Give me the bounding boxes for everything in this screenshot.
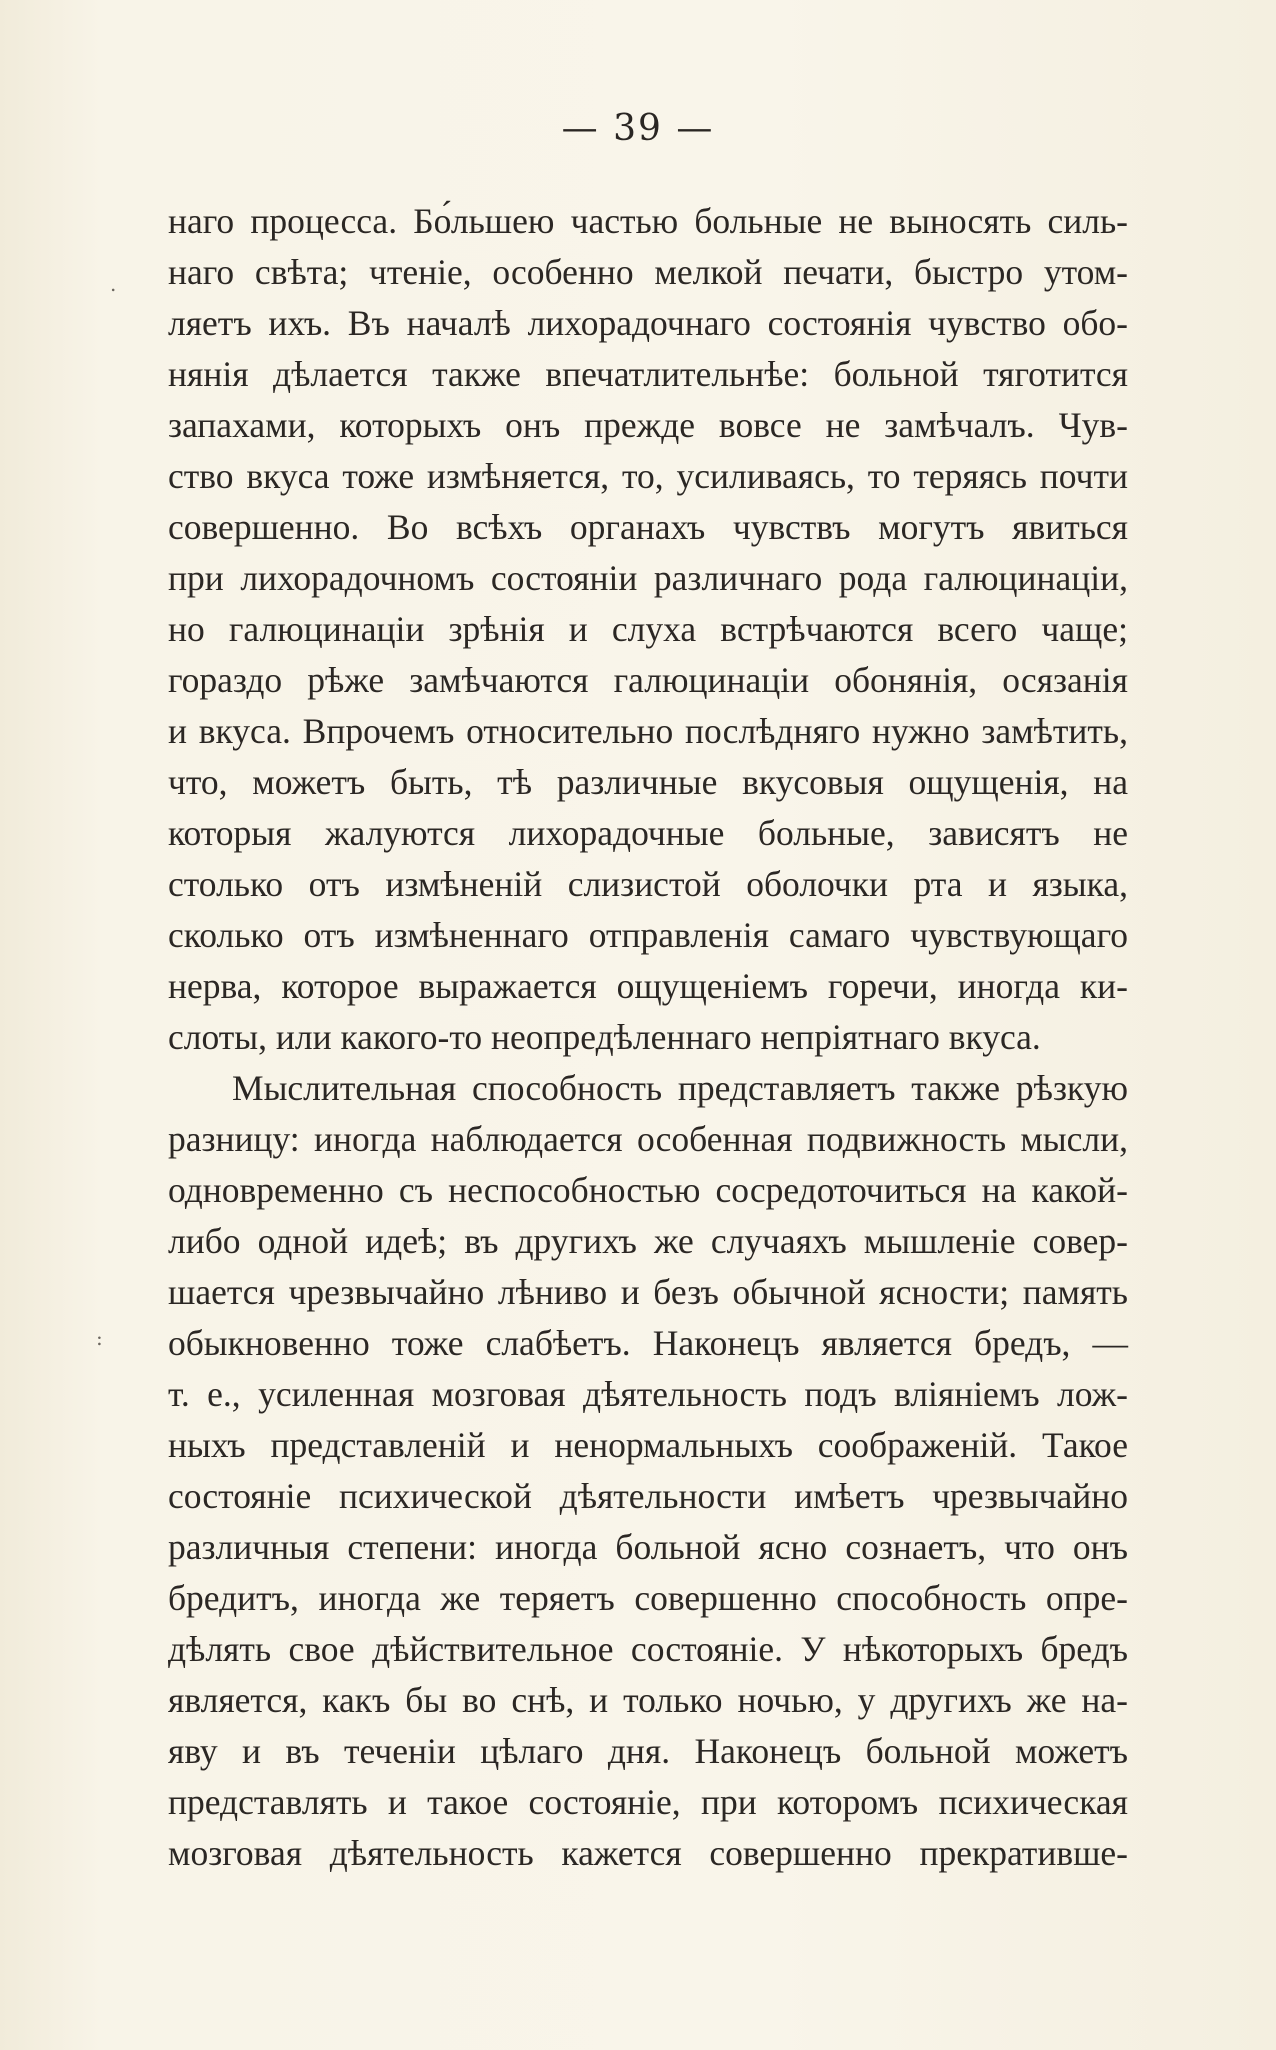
- paragraph: [168, 1063, 1128, 1879]
- text-line: бредитъ, иногда же теряетъ совершенно способность опре-: [168, 1578, 1128, 1618]
- text-line: запахами, которыхъ онъ прежде вовсе не замѣчалъ. Чув-: [168, 405, 1128, 445]
- text-line: шается чрезвычайно лѣниво и безъ обычной ясности; память: [168, 1272, 1128, 1312]
- text-line: т. е., усиленная мозговая дѣятельность подъ вліяніемъ лож-: [168, 1374, 1128, 1414]
- text-line: ство вкуса тоже измѣняется, то, усиливаясь, то теряясь почти: [168, 456, 1128, 496]
- text-line: ляетъ ихъ. Въ началѣ лихорадочнаго состоянія чувство обо-: [168, 303, 1128, 343]
- text-line: что, можетъ быть, тѣ различные вкусовыя ощущенія, на: [168, 762, 1128, 802]
- text-line: разницу: иногда наблюдается особенная подвижность мысли,: [168, 1119, 1128, 1159]
- text-line: Мыслительная способность представляетъ также рѣзкую: [232, 1068, 1128, 1108]
- paragraph: [168, 196, 1128, 1063]
- text-line: мозговая дѣятельность кажется совершенно прекративше-: [168, 1833, 1128, 1873]
- text-line: является, какъ бы во снѣ, и только ночью, у другихъ же на-: [168, 1680, 1128, 1720]
- text-line: состояніе психической дѣятельности имѣетъ чрезвычайно: [168, 1476, 1128, 1516]
- text-line: столько отъ измѣненій слизистой оболочки рта и языка,: [168, 864, 1128, 904]
- margin-speck: .: [110, 272, 117, 296]
- text-line: представлять и такое состояніе, при которомъ психическая: [168, 1782, 1128, 1822]
- text-line: наго свѣта; чтеніе, особенно мелкой печати, быстро утом-: [168, 252, 1128, 292]
- text-line: ныхъ представленій и ненормальныхъ соображеній. Такое: [168, 1425, 1128, 1465]
- text-line: наго процесса. Бо́льшею частью больные не выносять силь-: [168, 201, 1128, 241]
- text-line: нянія дѣлается также впечатлительнѣе: больной тяготится: [168, 354, 1128, 394]
- text-line: гораздо рѣже замѣчаются галюцинаціи обонянія, осязанія: [168, 660, 1128, 700]
- text-line: при лихорадочномъ состояніи различнаго рода галюцинаціи,: [168, 558, 1128, 598]
- text-line: различныя степени: иногда больной ясно сознаетъ, что онъ: [168, 1527, 1128, 1567]
- margin-mark: :: [96, 1326, 103, 1350]
- page-number: — 39 —: [561, 108, 715, 149]
- text-line: и вкуса. Впрочемъ относительно послѣдняго нужно замѣтить,: [168, 711, 1128, 751]
- text-line: слоты, или какого-то неопредѣленнаго непріятнаго вкуса.: [168, 1017, 1041, 1057]
- text-line: либо одной идеѣ; въ другихъ же случаяхъ мышленіе совер-: [168, 1221, 1128, 1261]
- text-line: одновременно съ неспособностью сосредоточиться на какой-: [168, 1170, 1128, 1210]
- text-line: нерва, которое выражается ощущеніемъ горечи, иногда ки-: [168, 966, 1128, 1006]
- text-line: дѣлять свое дѣйствительное состояніе. У нѣкоторыхъ бредъ: [168, 1629, 1128, 1669]
- text-line: обыкновенно тоже слабѣетъ. Наконецъ является бредъ, —: [168, 1323, 1128, 1363]
- text-line: совершенно. Во всѣхъ органахъ чувствъ могутъ явиться: [168, 507, 1128, 547]
- body-text: [168, 196, 1128, 1879]
- text-line: яву и въ теченіи цѣлаго дня. Наконецъ больной можетъ: [168, 1731, 1128, 1771]
- text-line: но галюцинаціи зрѣнія и слуха встрѣчаются всего чаще;: [168, 609, 1128, 649]
- text-line: сколько отъ измѣненнаго отправленія самаго чувствующаго: [168, 915, 1128, 955]
- text-line: которыя жалуются лихорадочные больные, зависятъ не: [168, 813, 1128, 853]
